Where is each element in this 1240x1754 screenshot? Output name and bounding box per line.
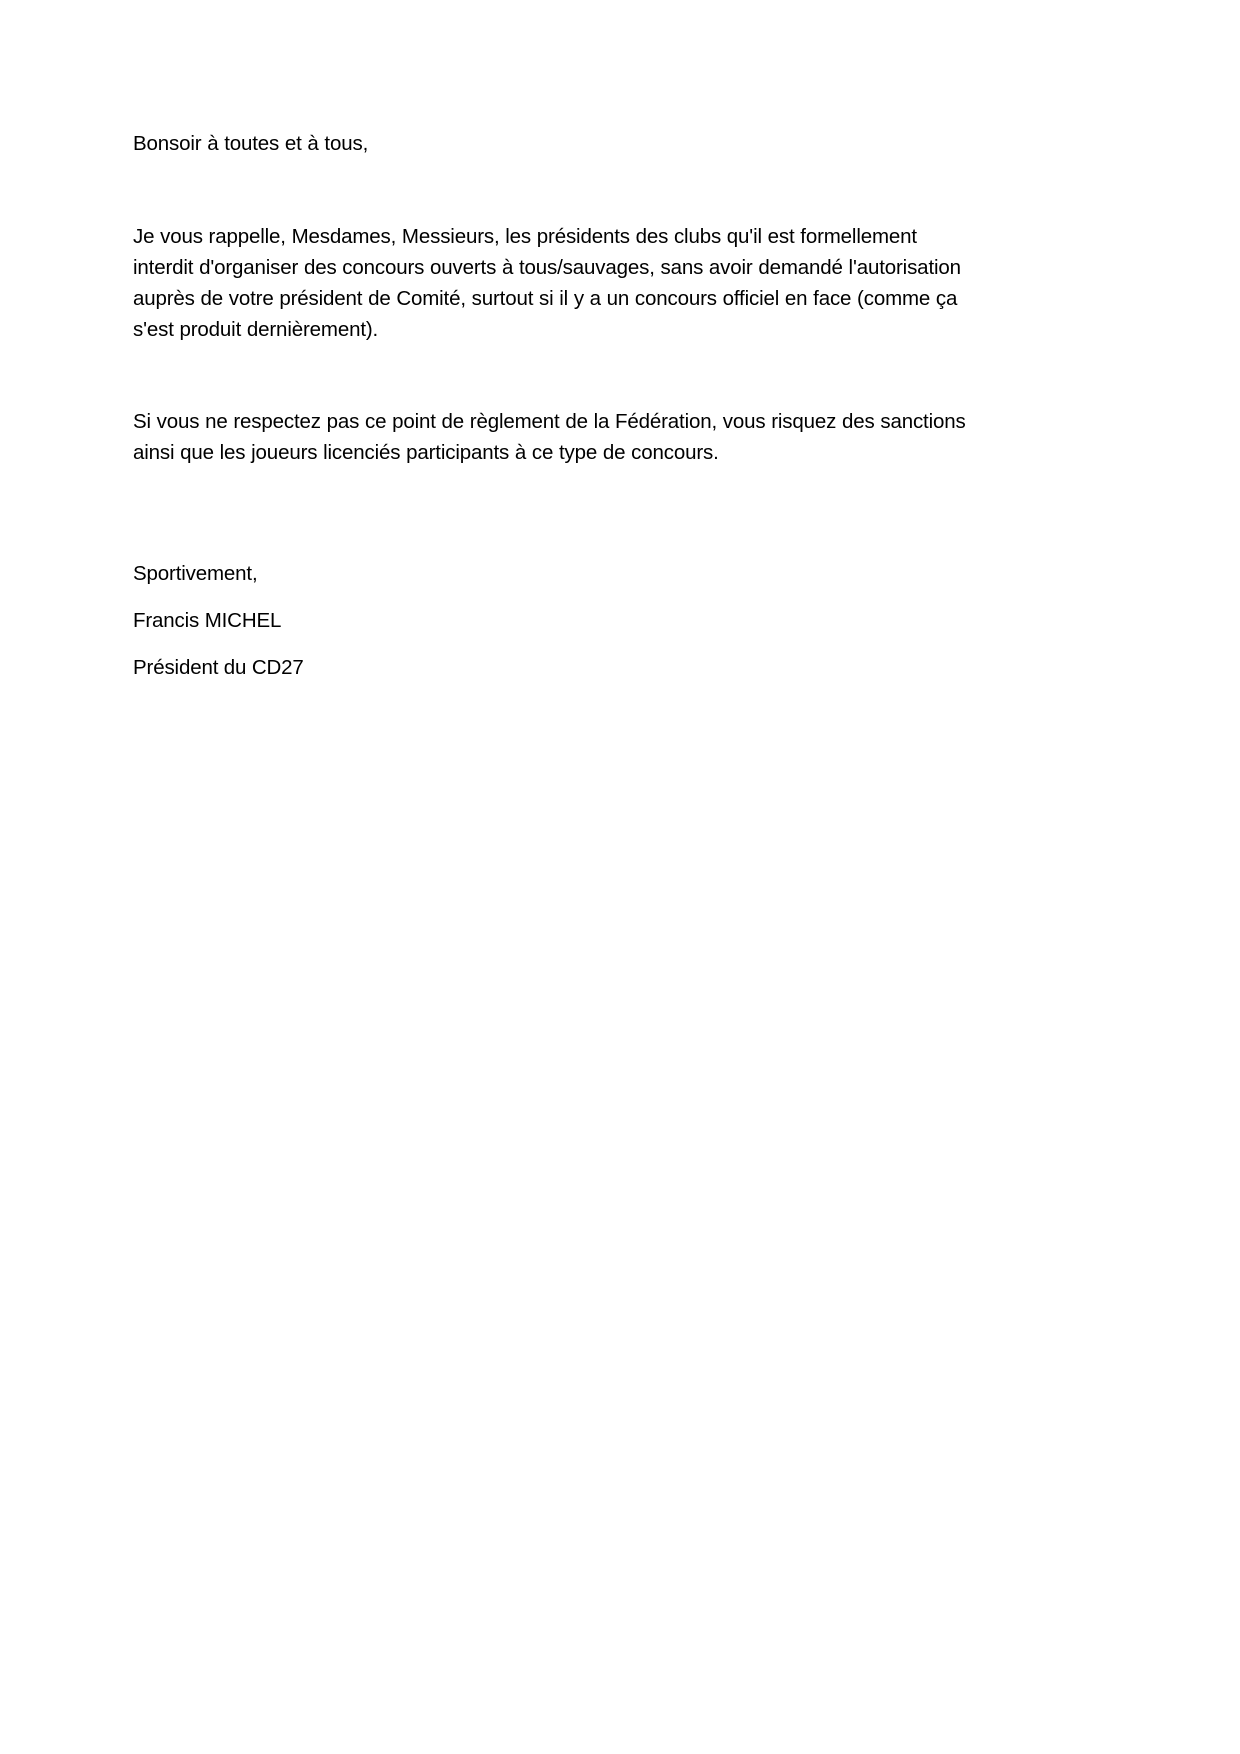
spacer	[133, 589, 978, 605]
spacer	[133, 159, 978, 221]
signer-title: Président du CD27	[133, 656, 304, 679]
letter-body	[133, 128, 978, 683]
letter-paragraph-1: Je vous rappelle, Mesdames, Messieurs, les présidents des clubs qu'il est formellement interdit d'organiser des concours ouverts à tous/sauvages, sans avoir demandé l'autorisation auprès de votre président de Comité, surtout si il y a un concours officiel en face (comme ça s'est produit dernièrement).	[133, 225, 961, 341]
letter-paragraph-2: Si vous ne respectez pas ce point de règlement de la Fédération, vous risquez des sanctions ainsi que les joueurs licenciés participants à ce type de concours.	[133, 410, 966, 464]
letter-greeting: Bonsoir à toutes et à tous,	[133, 132, 369, 155]
spacer	[133, 636, 978, 652]
closing-salutation: Sportivement,	[133, 562, 258, 585]
spacer	[133, 468, 978, 558]
spacer	[133, 345, 978, 406]
signer-name: Francis MICHEL	[133, 609, 282, 632]
